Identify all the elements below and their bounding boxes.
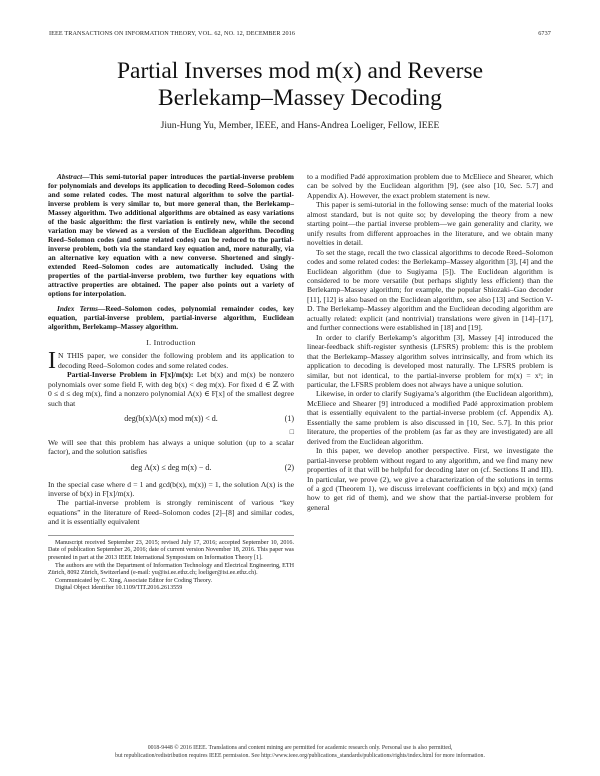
equation-2 bbox=[48, 463, 294, 474]
equation-1-number: (1) bbox=[284, 414, 294, 424]
index-terms-text: —Reed–Solomon codes, polynomial remainder codes, key equation, partial-inverse problem, partial-inverse algorithm, Euclidean algorithm, Berlekamp–Massey algorithm. bbox=[48, 304, 294, 331]
intro-paragraph-3: We will see that this problem has always a unique solution (up to a scalar factor), and the solution satisfies bbox=[48, 437, 294, 457]
qed-symbol: □ bbox=[289, 428, 294, 437]
paper-title bbox=[40, 58, 560, 112]
copyright-line-2: but republication/redistribution requires IEEE permission. See http://www.ieee.org/publications_standards/publications/rights/index.html for more information. bbox=[115, 753, 485, 759]
left-column bbox=[48, 172, 294, 593]
drop-cap: I bbox=[48, 348, 56, 375]
author-list: Jiun-Hung Yu, Member, IEEE, and Hans-Andrea Loeliger, Fellow, IEEE bbox=[160, 120, 440, 131]
footnote-manuscript: Manuscript received September 23, 2015; revised July 17, 2016; accepted September 10, 2016. Date of publication September 26, 2016; date of current version November 18, 2016. This paper was presented in part at the 2013 IEEE International Symposium on Information Theory [1]. bbox=[48, 539, 294, 561]
intro-text-1: N THIS paper, we consider the following problem and its application to decoding Reed–Solomon codes and some related codes. bbox=[58, 351, 294, 370]
copyright-notice bbox=[40, 744, 560, 760]
footnote-editor: Communicated by C. Xing, Associate Editor for Coding Theory. bbox=[55, 577, 213, 584]
problem-statement bbox=[48, 370, 294, 408]
intro-paragraph-4: In the special case where d = 1 and gcd(b(x), m(x)) = 1, the solution Λ(x) is the inverse of b(x) in F[x]/m(x). bbox=[48, 479, 294, 498]
right-paragraph-1: to a modified Padé approximation problem due to McEliece and Shearer, which can be solved by the Euclidean algorithm [9], (see also [10, Sec. 5.7] and Appendix A). However, the exact problem statement is new. bbox=[307, 172, 553, 200]
index-terms-label: Index Terms bbox=[57, 304, 99, 313]
right-paragraph-2: This paper is semi-tutorial in the following sense: much of the material looks almost standard, but is not quite so; by developing the theory from a new starting point—the partial inverse problem—we gain generality and clarity, we unify results from different approaches in the literature, and we obtain many novelties in detail. bbox=[307, 200, 553, 248]
journal-header: IEEE TRANSACTIONS ON INFORMATION THEORY, VOL. 62, NO. 12, DECEMBER 2016 bbox=[49, 30, 296, 37]
equation-1-body: deg(b(x)Λ(x) mod m(x)) < d. bbox=[124, 414, 218, 424]
problem-text: Let b(x) and m(x) be nonzero polynomials over some field F, with deg b(x) < deg m(x). For fixed d ∈ ℤ with 0 ≤ d ≤ deg m(x), find a nonzero polynomial Λ(x) ∈ F[x] of the smallest degree such that bbox=[48, 370, 294, 408]
equation-2-body: deg Λ(x) ≤ deg m(x) − d. bbox=[130, 462, 212, 472]
right-paragraph-3: To set the stage, recall the two classical algorithms to decode Reed–Solomon codes and some related codes: the Berlekamp–Massey algorithm [3], [4] and the Euclidean algorithm (due to Sugiyama [5]). The Euclidean algorithm is considered to be more versatile (but perhaps slightly less efficient) than the Berlekamp–Massey algorithm; for example, the popular Shiozaki–Gao decoder [11], [12] is also based on the Euclidean algorithm, see also [13] and Section V-D. The Berlekamp–Massey algorithm and the Euclidean decoding algorithm are actually related: explicit (and nontrivial) translations were given in [14]–[17], and further connections were established in [18] and [19]. bbox=[307, 247, 553, 333]
abstract-label: Abstract bbox=[57, 172, 83, 181]
abstract-text: —This semi-tutorial paper introduces the partial-inverse problem for polynomials and develops its application to decoding Reed–Solomon codes and some related codes. The most natural algorithm to solve the partial-inverse problem is very similar to, but more general than, the Berlekamp–Massey algorithm. Two additional algorithms are obtained as easy variations of the basic algorithm: the first variation is entirely new, while the second variation may be viewed as a version of the Euclidean algorithm. Decoding Reed–Solomon codes (and some related codes) can be reduced to the partial-inverse problem, both via the standard key equation and, more naturally, via an alternative key equation with a new converse. Shortened and singly-extended Reed–Solomon codes are automatically included. Using the properties of the partial-inverse problem, two further key equations with attractive properties are obtained. The paper also points out a variety of options for interpolation. bbox=[48, 172, 294, 298]
intro-paragraph-5: The partial-inverse problem is strongly reminiscent of various “key equations” in the literature of Reed–Solomon codes [2]–[8] and similar codes, and it is essentially equivalent bbox=[48, 498, 294, 527]
equation-1 bbox=[48, 414, 294, 425]
right-paragraph-5: Likewise, in order to clarify Sugiyama’s algorithm (the Euclidean algorithm), McEliece and Shearer [9] introduced a modified Padé approximation problem that is essentially equivalent to the partial-inverse problem (cf. Appendix A). Essentially the same problem is also discussed in [10, Sec. 5.7]. In this prior literature, the properties of the problem (as far as they are investigated) are all derived from the Euclidean algorithm. bbox=[307, 389, 553, 446]
copyright-line-1: 0018-9448 © 2016 IEEE. Translations and content mining are permitted for academic research only. Personal use is also permitted, bbox=[147, 745, 453, 751]
footnote-doi: Digital Object Identifier 10.1109/TIT.2016.2613559 bbox=[55, 585, 183, 592]
page-number: 6737 bbox=[538, 30, 551, 37]
section-heading-introduction: I. Introduction bbox=[146, 338, 196, 347]
equation-2-number: (2) bbox=[284, 462, 294, 472]
title-line-1: Partial Inverses mod m(x) and Reverse bbox=[116, 58, 484, 84]
problem-label: Partial-Inverse Problem in F[x]/m(x): bbox=[67, 370, 194, 380]
abstract bbox=[48, 172, 294, 298]
right-column bbox=[307, 172, 553, 512]
running-head bbox=[49, 30, 551, 40]
footnote-affiliation: The authors are with the Department of Information Technology and Electrical Engineering, ETH Zürich, 8092 Zürich, Switzerland (e-mail: yu@isi.ee.ethz.ch; loeliger@isi.ee.ethz.ch). bbox=[48, 562, 294, 577]
right-paragraph-4: In order to clarify Berlekamp’s algorithm [3], Massey [4] introduced the linear-feedback shift-register synthesis (LFSRS) problem: this is the problem that the Berlekamp–Massey algorithm solves intrinsically, and from which its application to decoding is developed most naturally. The LFSRS problem is similar, but not identical, to the partial-inverse problem for m(x) = xᵛ; in particular, the LFSRS problem does not always have a unique solution. bbox=[307, 332, 553, 389]
index-terms bbox=[48, 304, 294, 331]
footnotes bbox=[48, 535, 294, 593]
right-paragraph-6: In this paper, we develop another perspective. First, we investigate the partial-inverse problem without regard to any algorithm, and we find many new properties of it that will be helpful for decoding later on (cf. Sections II and III). In particular, we prove (2), we give a characterization of the solutions in terms of a gcd (Theorem 1), we discuss irrelevant coefficients in b(x) and m(x) (and how to get rid of them), and we show that the partial-inverse problem for general bbox=[307, 446, 553, 512]
title-line-2: Berlekamp–Massey Decoding bbox=[158, 85, 442, 111]
